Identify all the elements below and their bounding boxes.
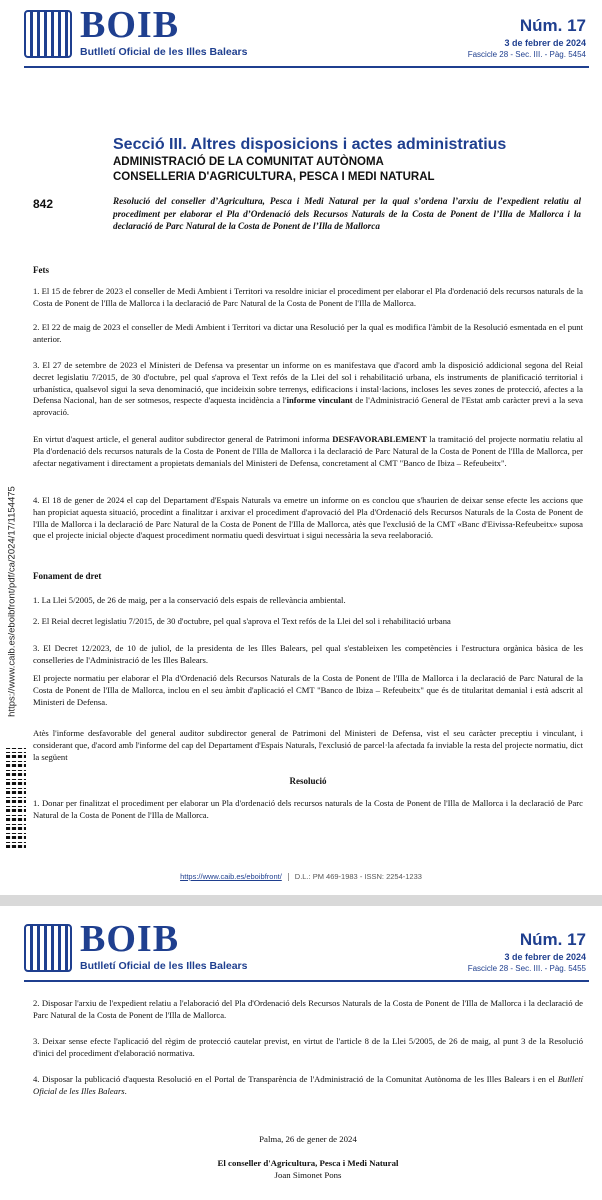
document-number: 842 [33, 197, 54, 211]
signature-place-date: Palma, 26 de gener de 2024 [259, 1134, 357, 1144]
page-5455 [0, 906, 602, 1200]
fascicle-page-2: Fascicle 28 - Sec. III. - Pàg. 5455 [467, 964, 586, 973]
side-verification-url[interactable]: https://www.caib.es/eboibfront/pdf/ca/2024/17/1154475 [6, 486, 18, 717]
organization-line-2: CONSELLERIA D'AGRICULTURA, PESCA I MEDI NATURAL [113, 171, 435, 183]
resolucio-heading: Resolució [289, 776, 327, 786]
coat-of-arms-logo-2 [24, 924, 72, 972]
resolucio-paragraph-2: 2. Disposar l'arxiu de l'expedient relatiu a l'elaboració del Pla d'Ordenació dels Recursos Naturals de la Costa de Ponent de l'Illa de Mallorca i la declaració de Parc Natural de la Costa de Ponent de l'Illa de Mallorca. [33, 998, 583, 1020]
fonament-paragraph-4: El projecte normatiu per elaborar el Pla d'Ordenació dels Recursos Naturals de la Costa de Ponent de l'Illa de Mallorca i la declaració de Parc Natural de la Costa de Ponent de l'Illa de Mallorca, inclou en el seu àmbit d'aplicació el CMT "Banco de Ibiza – Refeubeitx" que és de titularitat demanial i està adscrit al Ministeri de Defensa. [33, 673, 583, 707]
footer-url-link[interactable]: https://www.caib.es/eboibfront/ [180, 872, 282, 881]
fets-heading: Fets [33, 265, 49, 275]
fonament-paragraph-1: 1. La Llei 5/2005, de 26 de maig, per a la conservació dels espais de rellevància ambiental. [33, 595, 346, 605]
verification-code-icon [6, 748, 26, 848]
header-rule-2 [24, 980, 589, 982]
page-separator [0, 895, 602, 906]
resolucio-paragraph-4: 4. Disposar la publicació d'aquesta Resolució en el Portal de Transparència de l'Administració de la Comunitat Autònoma de les Illes Balears i en el Butlletí Oficial de les Illes Balears. [33, 1074, 583, 1096]
bulletin-subtitle-2: Butlletí Oficial de les Illes Balears [80, 960, 248, 972]
boib-header [0, 0, 602, 72]
organization-line-1: ADMINISTRACIÓ DE LA COMUNITAT AUTÒNOMA [113, 156, 384, 168]
fonament-heading: Fonament de dret [33, 571, 102, 581]
boib-logo-text-2: BOIB [80, 918, 180, 960]
fets-paragraph-5: 4. El 18 de gener de 2024 el cap del Departament d'Espais Naturals va emetre un informe on es conclou que s'haurien de deixar sense efecte les accions que han propiciat aquesta situació, procedint a finalitzar i arxivar el procediment d'aprovació del Pla d'Ordenació dels Recursos Naturals de la Costa de Ponent de l'Illa de Mallorca i la declaració de Parc Natural de la Costa de Ponent de l'Illa de Mallorca, atès que l'exclusió de la CMT «Banc d'Eivissa-Refeubeitx» suposa que el projecte inicial objecte d'aquest procediment normatiu quedi desvirtuat i sigui necessària la seva reelaboració. [33, 495, 583, 541]
fonament-paragraph-5: Atès l'informe desfavorable del general auditor subdirector general de Patrimoni del Ministeri de Defensa, vist el seu caràcter preceptiu i vinculant, i considerant que, d'acord amb l'informe del cap del Departament d'Espais Naturals, l'exclusió de parcel·la afectada fa inviable la resta del projecte normatiu, dict la següent [33, 728, 583, 762]
resolucio-paragraph-1: 1. Donar per finalitzat el procediment per elaborar un Pla d'ordenació dels recursos naturals de la Costa de Ponent de l'Illa de Mallorca i la declaració de Parc Natural de la Costa de Ponent de l'Illa de Mallorca. [33, 798, 583, 820]
issue-date: 3 de febrer de 2024 [504, 38, 586, 48]
fets-paragraph-4: En virtut d'aquest article, el general auditor subdirector general de Patrimoni informa DESFAVORABLEMENT la tramitació del projecte normatiu relatiu al Pla d'ordenació dels recursos naturals de la Costa de Ponent de l'Illa de Mallorca i la declaració de Parc Natural de la Costa de Ponent de l'Illa de Mallorca, per afectar negativament i directament a propietats demanials del Ministeri de Defensa, concretament al CMT "Banco de Ibiza – Refeubeitx". [33, 434, 583, 468]
footer-legal: D.L.: PM 469-1983 - ISSN: 2254-1233 [294, 872, 422, 881]
boib-header-2 [0, 914, 602, 986]
document-title: Resolució del conseller d’Agricultura, Pesca i Medi Natural per la qual s’ordena l’arxiu de l’expedient relatiu al procediment per elaborar el Pla d’Ordenació dels Recursos Naturals de la Costa de Ponent de l’Illa de Mallorca i la declaració de Parc Natural de la Costa de Ponent de l’Illa de Mallorca [113, 196, 581, 232]
fonament-paragraph-3: 3. El Decret 12/2023, de 10 de juliol, de la presidenta de les Illes Balears, pel qual s'estableixen les competències i l'estructura orgànica bàsica de les conselleries de l'Administració de les Illes Balears. [33, 643, 583, 665]
fascicle-page: Fascicle 28 - Sec. III. - Pàg. 5454 [467, 50, 586, 59]
header-rule [24, 66, 589, 68]
page-footer [0, 872, 602, 881]
resolucio-paragraph-3: 3. Deixar sense efecte l'aplicació del règim de protecció cautelar previst, en virtut de l'article 8 de la Llei 5/2005, de 26 de maig, al punt 3 de la Resolució d'inici del procediment d'elaboració normativa. [33, 1036, 583, 1058]
fonament-paragraph-2: 2. El Reial decret legislatiu 7/2015, de 30 d'octubre, pel qual s'aprova el Text refós de la Llei del sol i rehabilitació urbana [33, 616, 451, 626]
section-title: Secció III. Altres disposicions i actes administratius [113, 136, 507, 153]
issue-date-2: 3 de febrer de 2024 [504, 952, 586, 962]
issue-number-2: Núm. 17 [519, 930, 586, 949]
issue-number: Núm. 17 [519, 16, 586, 35]
coat-of-arms-logo [24, 10, 72, 58]
boib-logo-text: BOIB [80, 4, 180, 46]
fets-paragraph-3: 3. El 27 de setembre de 2023 el Ministeri de Defensa va presentar un informe on es manifestava que d'acord amb la disposició addicional segona del Reial decret legislatiu 7/2015, de 30 d'octubre, pel qual s'aprova el Text refós de la Llei del sol i rehabilitació urbana, els instruments de planificació territorial i urbanística, qualsevol sigui la seva denominació, que incideixin sobre terrenys, edificacions i instal·lacions, incloses les seves zones de protecció, afectes a la Defensa Nacional, han de ser sotmesos, respecte d'aquesta incidència a l'informe vinculant de l'Administració General de l'Estat amb caràcter previ a la seva aprovació. [33, 360, 583, 418]
signature-role: El conseller d'Agricultura, Pesca i Medi Natural [217, 1158, 399, 1168]
signature-name: Joan Simonet Pons [274, 1170, 342, 1180]
fets-paragraph-1: 1. El 15 de febrer de 2023 el conseller de Medi Ambient i Territori va resoldre iniciar el procediment per elaborar el Pla d'ordenació dels recursos naturals de la Costa de Ponent de l'Illa de Mallorca i la declaració de Parc Natural de la Costa de Ponent de l'Illa de Mallorca. [33, 286, 583, 308]
bulletin-subtitle: Butlletí Oficial de les Illes Balears [80, 46, 248, 58]
fets-paragraph-2: 2. El 22 de maig de 2023 el conseller de Medi Ambient i Territori va dictar una Resolució per la qual es modifica l'àmbit de la Resolució esmentada en el punt anterior. [33, 322, 583, 344]
